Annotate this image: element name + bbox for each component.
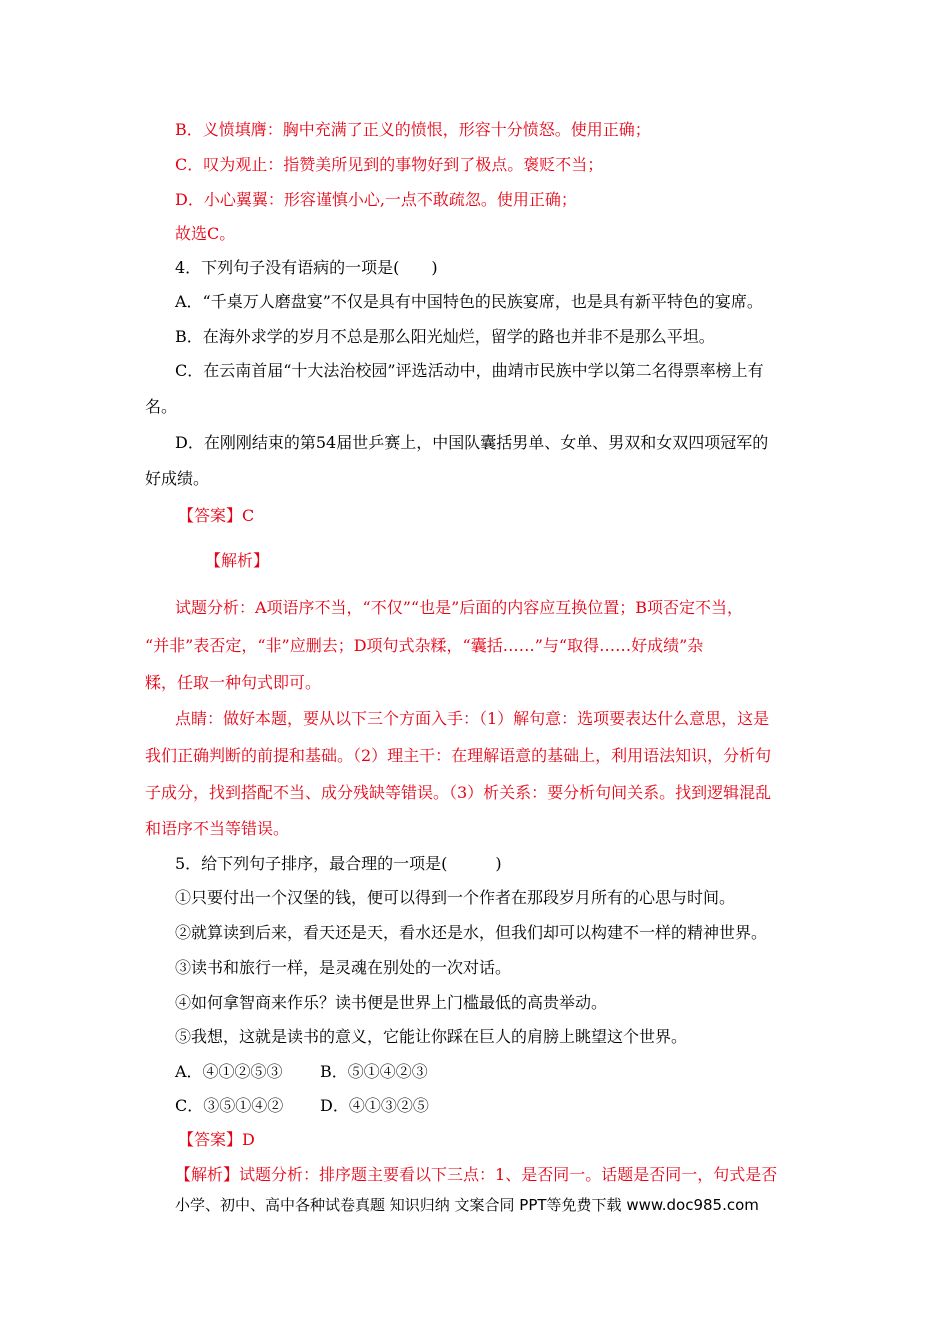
q5-analysis-text: 试题分析：排序题主要看以下三点：1、是否同一。话题是否同一，句式是否 <box>239 1165 778 1184</box>
q4-analysis-line3: 糅，任取一种句式即可。 <box>145 673 322 692</box>
q4-option-a: A．“千桌万人磨盘宴”不仅是具有中国特色的民族宴席，也是具有新平特色的宴席。 <box>175 292 763 311</box>
q5-options-row2 <box>175 1096 429 1116</box>
q5-answer-label: 【答案】 <box>178 1130 243 1149</box>
q4-analysis-line2: “并非”表否定，“非”应删去；D项句式杂糅，“囊括……”与“取得……好成绩”杂 <box>145 636 704 655</box>
q5-option-c: C．③⑤①④② <box>175 1096 284 1115</box>
q5-sentence-4: ④如何拿智商来作乐？读书便是世界上门槛最低的高贵举动。 <box>175 993 608 1012</box>
q5-sentence-3: ③读书和旅行一样，是灵魂在别处的一次对话。 <box>175 958 512 977</box>
q4-option-d-line1: D．在刚刚结束的第54届世乒赛上，中国队囊括男单、女单、男双和女双四项冠军的 <box>175 433 769 452</box>
q4-option-d-line2: 好成绩。 <box>145 469 210 488</box>
q4-answer <box>178 506 254 526</box>
q4-analysis-label: 【解析】 <box>205 551 270 570</box>
q4-tip-line1: 点睛：做好本题，要从以下三个方面入手：（1）解句意：选项要表达什么意思，这是 <box>175 709 770 728</box>
q4-option-c-line1: C．在云南首届“十大法治校园”评选活动中，曲靖市民族中学以第二名得票率榜上有 <box>175 361 764 380</box>
q3-option-d-analysis: D．小心翼翼：形容谨慎小心,一点不敢疏忽。使用正确； <box>175 190 577 209</box>
q4-analysis-line1: 试题分析：A项语序不当，“不仅”“也是”后面的内容应互换位置；B项否定不当， <box>175 598 744 617</box>
q5-sentence-5: ⑤我想，这就是读书的意义，它能让你踩在巨人的肩膀上眺望这个世界。 <box>175 1027 688 1046</box>
q5-stem: 5．给下列句子排序，最合理的一项是( ) <box>175 854 502 873</box>
q5-options-row1 <box>175 1062 428 1082</box>
q5-sentence-2: ②就算读到后来，看天还是天，看水还是水，但我们却可以构建不一样的精神世界。 <box>175 923 768 942</box>
q3-option-c-analysis: C．叹为观止：指赞美所见到的事物好到了极点。褒贬不当； <box>175 155 604 174</box>
page-footer: 小学、初中、高中各种试卷真题 知识归纳 文案合同 PPT等免费下载 www.doc985.com <box>175 1196 759 1214</box>
q5-analysis <box>175 1165 777 1185</box>
q5-analysis-label: 【解析】 <box>175 1165 240 1184</box>
q3-conclusion: 故选C。 <box>175 224 236 243</box>
q5-option-d: D．④①③②⑤ <box>320 1096 429 1115</box>
q5-option-a: A．④①②⑤③ <box>175 1062 283 1081</box>
q4-tip-line3: 子成分，找到搭配不当、成分残缺等错误。（3）析关系：要分析句间关系。找到逻辑混乱 <box>145 783 772 802</box>
q5-answer-value: D <box>242 1130 255 1149</box>
q5-answer <box>178 1130 255 1150</box>
q3-option-b-analysis: B．义愤填膺：胸中充满了正义的愤恨，形容十分愤怒。使用正确； <box>175 120 651 139</box>
q4-tip-line4: 和语序不当等错误。 <box>145 819 290 838</box>
q4-tip-line2: 我们正确判断的前提和基础。（2）理主干：在理解语意的基础上，利用语法知识，分析句 <box>145 746 772 765</box>
q4-option-c-line2: 名。 <box>145 397 178 416</box>
q4-stem: 4．下列句子没有语病的一项是( ) <box>175 258 438 277</box>
q5-option-b: B．⑤①④②③ <box>320 1062 428 1081</box>
q5-sentence-1: ①只要付出一个汉堡的钱，便可以得到一个作者在那段岁月所有的心思与时间。 <box>175 888 736 907</box>
q4-answer-text: 【答案】C <box>178 506 255 525</box>
q4-option-b: B．在海外求学的岁月不总是那么阳光灿烂，留学的路也并非不是那么平坦。 <box>175 327 715 346</box>
